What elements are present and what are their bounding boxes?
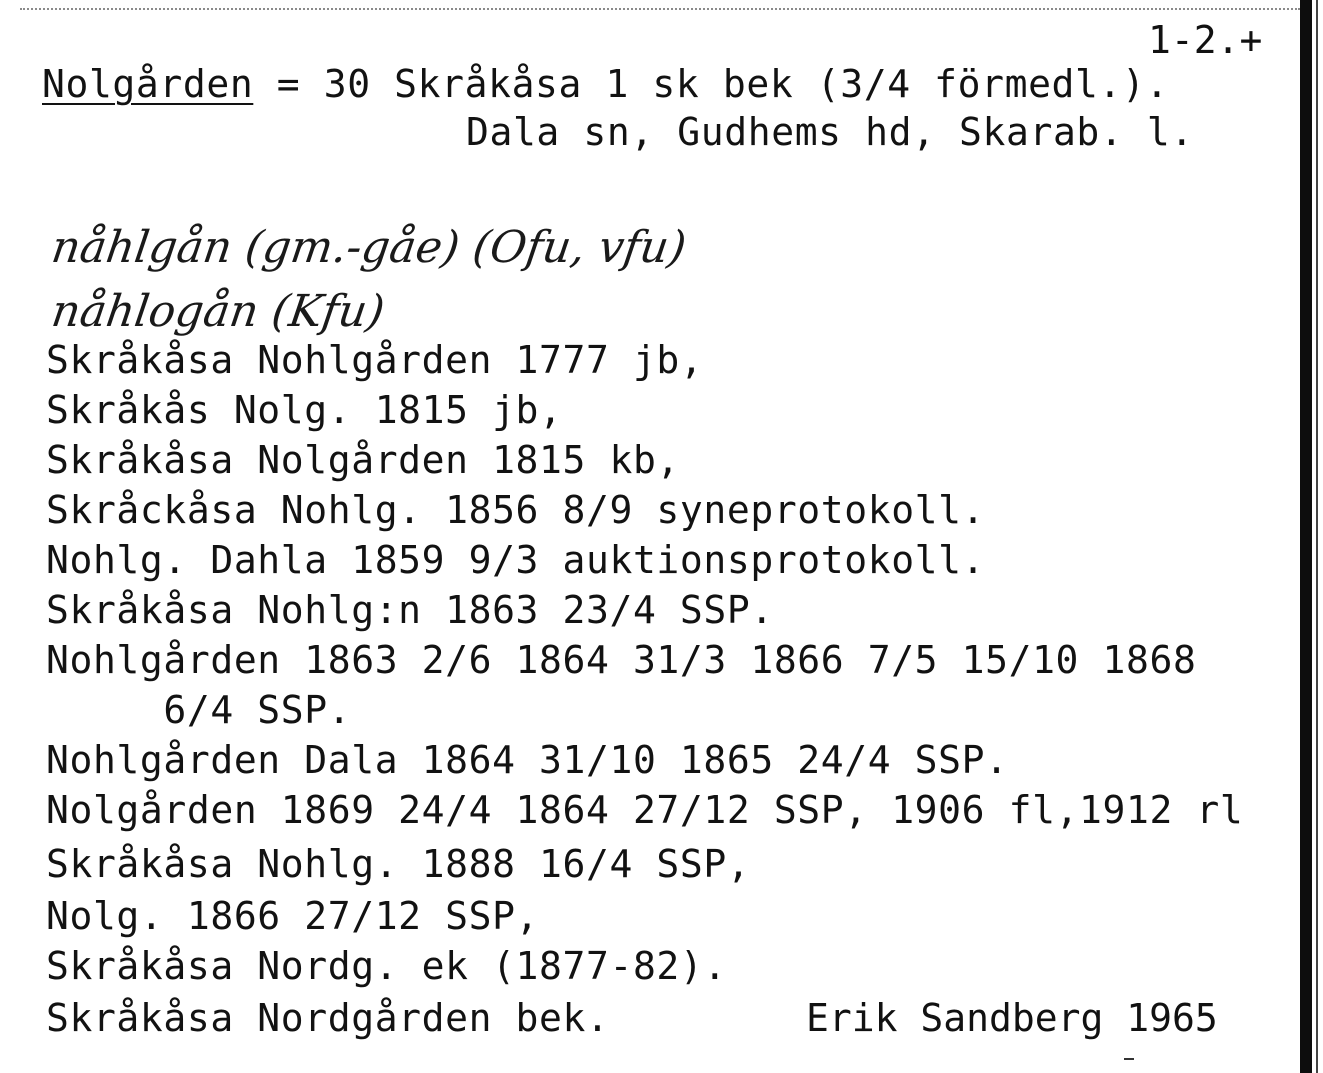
card-top-edge: [20, 8, 1300, 10]
entry-line: Skråkås Nolg. 1815 jb,: [46, 388, 563, 432]
card-number: 1-2.+: [1148, 18, 1263, 62]
headword: Nolgården: [42, 62, 254, 106]
stray-mark: [1124, 1058, 1134, 1060]
entry-line: Skråkåsa Nolgården 1815 kb,: [46, 438, 680, 482]
entry-line: Skråkåsa Nohlgården 1777 jb,: [46, 338, 704, 382]
entry-line: Skråkåsa Nohlg:n 1863 23/4 SSP.: [46, 588, 774, 632]
signature: Erik Sandberg 1965: [806, 996, 1218, 1040]
card-right-edge: [1316, 0, 1318, 1073]
handwritten-pronunciation-1: nåhlgån (gm.-gåe) (Ofu, vfu): [48, 222, 690, 273]
entry-line: Nohlg. Dahla 1859 9/3 auktionsprotokoll.: [46, 538, 986, 582]
card-right-border: [1300, 0, 1312, 1073]
handwritten-pronunciation-2: nåhlogån (Kfu): [48, 286, 388, 337]
heading-rest: = 30 Skråkåsa 1 sk bek (3/4 förmedl.).: [253, 62, 1169, 106]
entry-line: Skråkåsa Nordg. ek (1877-82).: [46, 944, 727, 988]
entry-line: Nolgården 1869 24/4 1864 27/12 SSP, 1906 fl,1912 rl: [46, 788, 1244, 832]
entry-line: Nohlgården Dala 1864 31/10 1865 24/4 SSP.: [46, 738, 1009, 782]
entry-line: Skråckåsa Nohlg. 1856 8/9 syneprotokoll.: [46, 488, 986, 532]
entry-line: Nolg. 1866 27/12 SSP,: [46, 894, 540, 938]
entry-line: Skråkåsa Nohlg. 1888 16/4 SSP,: [46, 842, 751, 886]
entry-line: Skråkåsa Nordgården bek.: [46, 996, 610, 1040]
entry-line: Nohlgården 1863 2/6 1864 31/3 1866 7/5 15/10 1868: [46, 638, 1197, 682]
heading-line: [42, 62, 1169, 106]
entry-line: 6/4 SSP.: [46, 688, 352, 732]
location-line: Dala sn, Gudhems hd, Skarab. l.: [466, 110, 1194, 154]
